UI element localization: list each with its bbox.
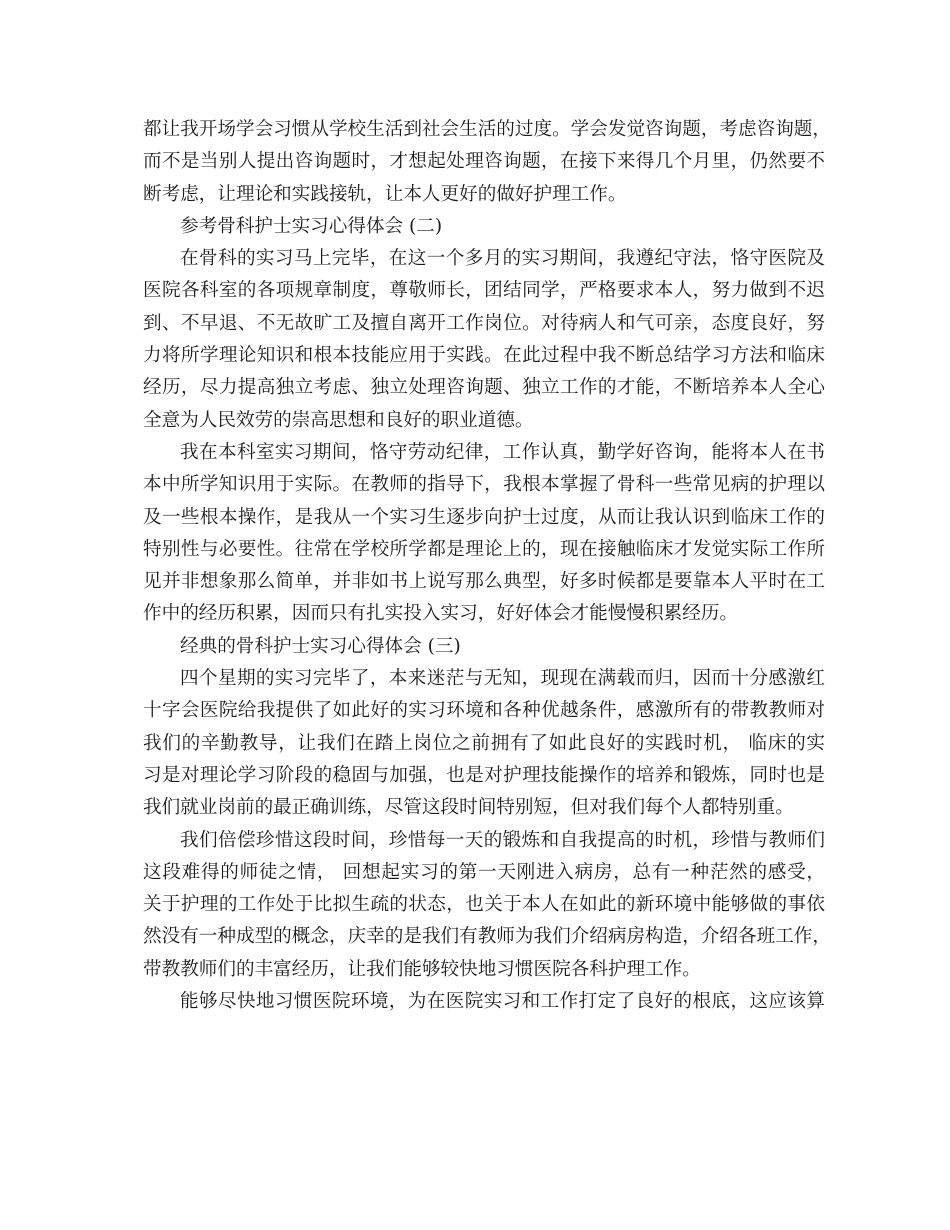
text-line: 这段难得的师徒之情， 回想起实习的第一天刚进入病房，总有一种茫然的感受， bbox=[143, 861, 825, 883]
text-line: 及一些根本操作，是我从一个实习生逐步向护士过度，从而让我认识到临床工作的 bbox=[143, 506, 825, 528]
text-line: 到、不早退、不无故旷工及擅自离开工作岗位。对待病人和气可亲，态度良好，努 bbox=[143, 312, 825, 334]
text-line: 断考虑，让理论和实践接轨，让本人更好的做好护理工作。 bbox=[143, 183, 627, 205]
text-line: 本中所学知识用于实际。在教师的指导下，我根本掌握了骨科一些常见病的护理以 bbox=[143, 474, 825, 496]
text-line: 特别性与必要性。往常在学校所学都是理论上的，现在接触临床才发觉实际工作所 bbox=[143, 538, 825, 560]
section-heading: 参考骨科护士实习心得体会 (二) bbox=[180, 215, 443, 237]
document-body bbox=[143, 114, 831, 1018]
text-line: 我们倍偿珍惜这段时间，珍惜每一天的锻炼和自我提高的时机，珍惜与教师们 bbox=[180, 829, 825, 851]
text-line: 而不是当别人提出咨询题时，才想起处理咨询题，在接下来得几个月里，仍然要不 bbox=[143, 151, 825, 173]
text-line: 在骨科的实习马上完毕，在这一个多月的实习期间，我遵纪守法，恪守医院及 bbox=[180, 248, 825, 270]
text-line: 经历，尽力提高独立考虑、独立处理咨询题、独立工作的才能，不断培养本人全心 bbox=[143, 377, 825, 399]
text-line: 关于护理的工作处于比拟生疏的状态，也关于本人在如此的新环境中能够做的事依 bbox=[143, 894, 825, 916]
text-line: 我们就业岗前的最正确训练，尽管这段时间特别短，但对我们每个人都特别重。 bbox=[143, 797, 794, 819]
section-heading: 经典的骨科护士实习心得体会 (三) bbox=[180, 635, 461, 657]
text-line: 我们的辛勤教导，让我们在踏上岗位之前拥有了如此良好的实践时机， 临床的实 bbox=[143, 732, 825, 754]
text-line: 十字会医院给我提供了如此好的实习环境和各种优越条件，感激所有的带教教师对 bbox=[143, 700, 825, 722]
text-line: 带教教师们的丰富经历，让我们能够较快地习惯医院各科护理工作。 bbox=[143, 958, 701, 980]
text-line: 然没有一种成型的概念，庆幸的是我们有教师为我们介绍病房构造，介绍各班工作， bbox=[143, 926, 831, 948]
text-line: 力将所学理论知识和根本技能应用于实践。在此过程中我不断总结学习方法和临床 bbox=[143, 345, 825, 367]
text-line: 见并非想象那么简单，并非如书上说写那么典型，好多时候都是要靠本人平时在工 bbox=[143, 571, 825, 593]
text-line: 作中的经历积累，因而只有扎实投入实习，好好体会才能慢慢积累经历。 bbox=[143, 603, 739, 625]
text-line: 能够尽快地习惯医院环境，为在医院实习和工作打定了良好的根底，这应该算 bbox=[180, 991, 825, 1013]
text-line: 我在本科室实习期间，恪守劳动纪律，工作认真，勤学好咨询，能将本人在书 bbox=[180, 441, 825, 463]
text-line: 四个星期的实习完毕了，本来迷茫与无知，现现在满载而归，因而十分感激红 bbox=[180, 668, 825, 690]
text-line: 医院各科室的各项规章制度，尊敬师长，团结同学，严格要求本人，努力做到不迟 bbox=[143, 280, 825, 302]
text-line: 习是对理论学习阶段的稳固与加强，也是对护理技能操作的培养和锻炼，同时也是 bbox=[143, 764, 825, 786]
text-line: 都让我开场学会习惯从学校生活到社会生活的过度。学会发觉咨询题，考虑咨询题， bbox=[143, 119, 831, 140]
text-line: 全意为人民效劳的崇高思想和良好的职业道德。 bbox=[143, 409, 534, 431]
